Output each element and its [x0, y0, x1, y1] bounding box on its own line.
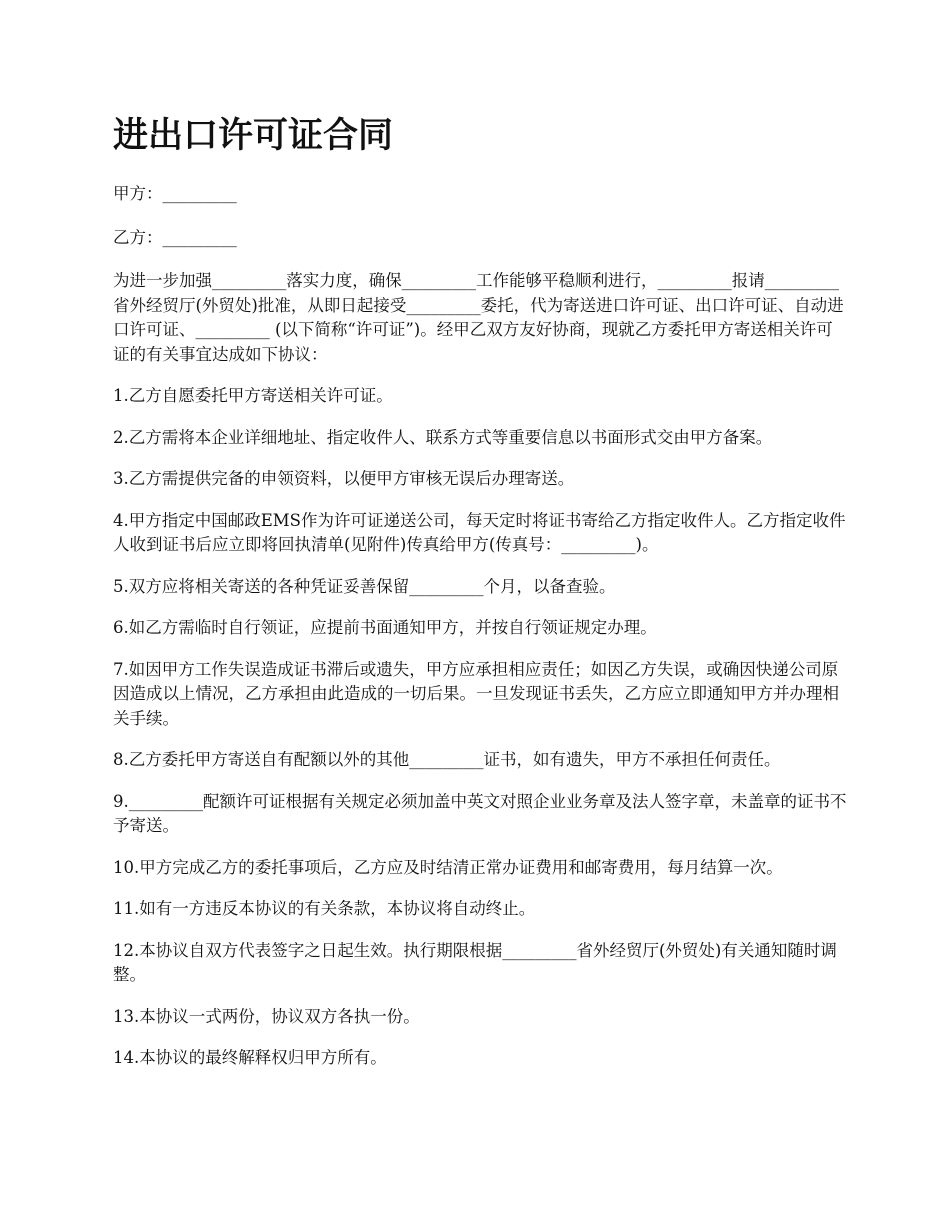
clause-14: 14.本协议的最终解释权归甲方所有。: [113, 1048, 387, 1067]
document-title: 进出口许可证合同: [113, 115, 394, 156]
clause-3: 3.乙方需提供完备的申领资料，以便甲方审核无误后办理寄送。: [113, 469, 575, 488]
clause-1: 1.乙方自愿委托甲方寄送相关许可证。: [113, 386, 393, 405]
clause-13: 13.本协议一式两份，协议双方各执一份。: [113, 1006, 420, 1026]
clause-4: 4.甲方指定中国邮政EMS作为许可证递送公司，每天定时将证书寄给乙方指定收件人。乙方指定收件人收到证书后应立即将回执清单(见附件)传真给甲方(传真号：_________)。: [113, 510, 846, 554]
party-b-line: 乙方：_________: [113, 227, 237, 247]
clause-8: 8.乙方委托甲方寄送自有配额以外的其他_________证书，如有遗失，甲方不承担任何责任。: [113, 750, 781, 769]
document-page: [113, 112, 848, 1088]
clause-12: 12.本协议自双方代表签字之日起生效。执行期限根据_________省外经贸厅(外贸处)有关通知随时调整。: [113, 940, 837, 984]
clause-9: 9._________配额许可证根据有关规定必须加盖中英文对照企业业务章及法人签字章，未盖章的证书不予寄送。: [113, 791, 847, 835]
clause-7: 7.如因甲方工作失误造成证书滞后或遗失，甲方应承担相应责任；如因乙方失误，或确因快递公司原因造成以上情况，乙方承担由此造成的一切后果。一旦发现证书丢失，乙方应立即通知甲方并办理相关手续。: [113, 659, 839, 728]
clause-10: 10.甲方完成乙方的委托事项后，乙方应及时结清正常办证费用和邮寄费用，每月结算一次。: [113, 857, 783, 877]
clause-2: 2.乙方需将本企业详细地址、指定收件人、联系方式等重要信息以书面形式交由甲方备案。: [113, 427, 773, 447]
clause-11: 11.如有一方违反本协议的有关条款，本协议将自动终止。: [113, 899, 536, 918]
clause-6: 6.如乙方需临时自行领证，应提前书面通知甲方，并按自行领证规定办理。: [113, 618, 657, 637]
clause-5: 5.双方应将相关寄送的各种凭证妥善保留_________个月，以备查验。: [113, 576, 616, 596]
party-a-line: 甲方：_________: [113, 184, 237, 203]
intro-paragraph: 为进一步加强_________落实力度，确保_________工作能够平稳顺利进行，_________报请_________省外经贸厅(外贸处)批准，从即日起接受_________委托，代为寄送进口许可证、出口许可证、自动进口许可证、_________ (以下简称“许可证”)。经甲乙双方友好协商，现就乙方委托甲方寄送相关许可证的有关事宜达成如下协议：: [113, 271, 844, 364]
